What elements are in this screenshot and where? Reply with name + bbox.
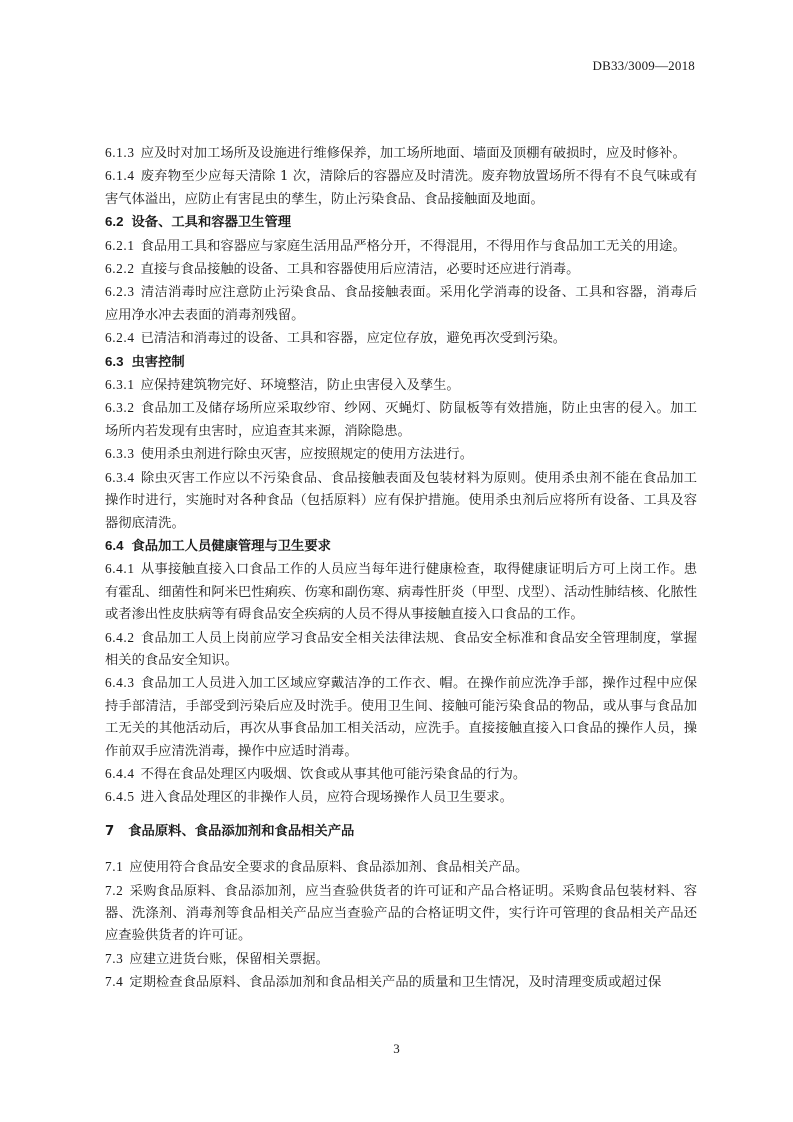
clause-7-3: 7.3 应建立进货台账，保留相关票据。 bbox=[105, 950, 329, 967]
section-heading-6-3: 6.3 虫害控制 bbox=[105, 353, 185, 370]
clause-6-3-4: 6.3.4 除虫灭害工作应以不污染食品、食品接触表面及包装材料为原则。使用杀虫剂不能在食品加工操作时进行，实施时对各种食品（包括原料）应有保护措施。使用杀虫剂后应将所有设备、工具及容器彻底清洗。 bbox=[105, 469, 697, 531]
document-body bbox=[105, 142, 697, 995]
clause-7-1: 7.1 应使用符合食品安全要求的食品原料、食品添加剂、食品相关产品。 bbox=[105, 859, 529, 876]
document-code: DB33/3009—2018 bbox=[592, 58, 695, 73]
clause-6-4-1: 6.4.1 从事接触直接入口食品工作的人员应当每年进行健康检查，取得健康证明后方可上岗工作。患有霍乱、细菌性和阿米巴性痢疾、伤寒和副伤寒、病毒性肝炎（甲型、戊型）、活动性肺结核、化脓性或者渗出性皮肤病等有碍食品安全疾病的人员不得从事接触直接入口食品的工作。 bbox=[105, 561, 697, 623]
clause-6-2-4: 6.2.4 已清洁和消毒过的设备、工具和容器，应定位存放，避免再次受到污染。 bbox=[105, 330, 567, 347]
clause-6-1-4: 6.1.4 废弃物至少应每天清除 1 次，清除后的容器应及时清洗。废弃物放置场所不得有不良气味或有害气体溢出，应防止有害昆虫的孳生，防止污染食品、食品接触面及地面。 bbox=[105, 168, 697, 207]
clause-6-4-5: 6.4.5 进入食品处理区的非操作人员，应符合现场操作人员卫生要求。 bbox=[105, 789, 513, 806]
clause-6-4-3: 6.4.3 食品加工人员进入加工区域应穿戴洁净的工作衣、帽。在操作前应洗净手部，操作过程中应保持手部清洁，手部受到污染后应及时洗手。使用卫生间、接触可能污染食品的物品，或从事与食品加工无关的其他活动后，再次从事食品加工相关活动，应洗手。直接接触直接入口食品的操作人员，操作前双手应清洗消毒，操作中应适时消毒。 bbox=[105, 675, 697, 759]
clause-6-4-4: 6.4.4 不得在食品处理区内吸烟、饮食或从事其他可能污染食品的行为。 bbox=[105, 765, 527, 782]
clause-6-3-3: 6.3.3 使用杀虫剂进行除虫灭害，应按照规定的使用方法进行。 bbox=[105, 446, 474, 463]
chapter-heading-7: 7 食品原料、食品添加剂和食品相关产品 bbox=[105, 823, 355, 839]
clause-6-3-1: 6.3.1 应保持建筑物完好、环境整洁，防止虫害侵入及孳生。 bbox=[105, 377, 460, 394]
clause-7-2: 7.2 采购食品原料、食品添加剂，应当查验供货者的许可证和产品合格证明。采购食品包装材料、容器、洗涤剂、消毒剂等食品相关产品应当查验产品的合格证明文件，实行许可管理的食品相关产品还应查验供货者的许可证。 bbox=[105, 882, 697, 944]
clause-7-4: 7.4 定期检查食品原料、食品添加剂和食品相关产品的质量和卫生情况，及时清理变质或超过保 bbox=[105, 974, 662, 991]
clause-6-2-1: 6.2.1 食品用工具和容器应与家庭生活用品严格分开，不得混用，不得用作与食品加工无关的用途。 bbox=[105, 237, 686, 254]
section-heading-6-4: 6.4 食品加工人员健康管理与卫生要求 bbox=[105, 537, 331, 554]
clause-6-1-3: 6.1.3 应及时对加工场所及设施进行维修保养，加工场所地面、墙面及顶棚有破损时，应及时修补。 bbox=[105, 145, 686, 161]
clause-6-2-2: 6.2.2 直接与食品接触的设备、工具和容器使用后应清洁，必要时还应进行消毒。 bbox=[105, 261, 580, 278]
clause-6-3-2: 6.3.2 食品加工及储存场所应采取纱帘、纱网、灭蝇灯、防鼠板等有效措施，防止虫害的侵入。加工场所内若发现有虫害时，应追查其来源，消除隐患。 bbox=[105, 400, 697, 439]
page-number: 3 bbox=[393, 1041, 400, 1056]
clause-6-2-3: 6.2.3 清洁消毒时应注意防止污染食品、食品接触表面。采用化学消毒的设备、工具和容器，消毒后应用净水冲去表面的消毒剂残留。 bbox=[105, 284, 697, 323]
section-heading-6-2: 6.2 设备、工具和容器卫生管理 bbox=[105, 214, 292, 231]
clause-6-4-2: 6.4.2 食品加工人员上岗前应学习食品安全相关法律法规、食品安全标准和食品安全管理制度，掌握相关的食品安全知识。 bbox=[105, 629, 697, 668]
